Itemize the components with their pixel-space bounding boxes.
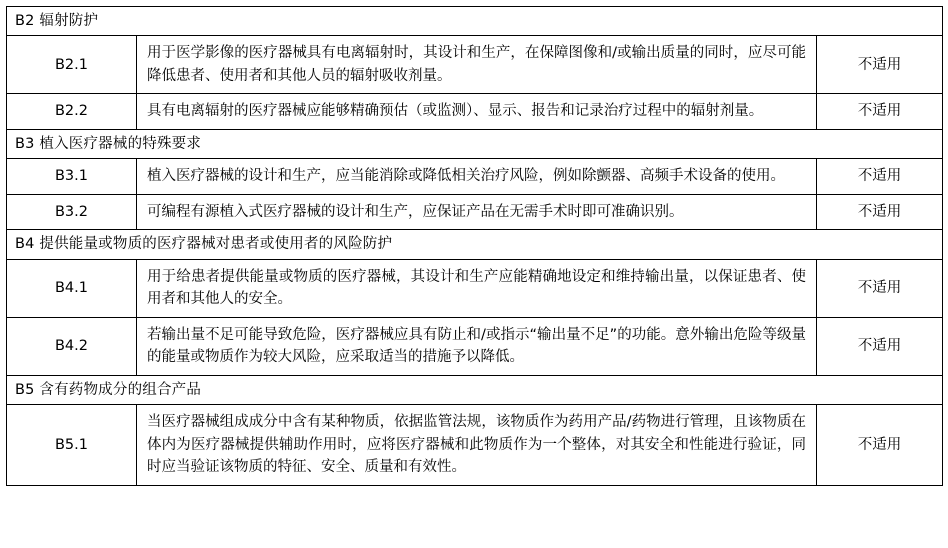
table-row-section bbox=[7, 7, 943, 36]
requirement-text: 可编程有源植入式医疗器械的设计和生产，应保证产品在无需手术时即可准确识别。 bbox=[137, 194, 817, 229]
table-row-section bbox=[7, 129, 943, 158]
section-label: B4 提供能量或物质的医疗器械对患者或使用者的风险防护 bbox=[15, 236, 393, 253]
status-badge: 不适用 bbox=[817, 159, 943, 194]
table-row bbox=[7, 159, 943, 194]
status-badge: 不适用 bbox=[817, 259, 943, 317]
requirement-text: 植入医疗器械的设计和生产，应当能消除或降低相关治疗风险，例如除颤器、高频手术设备的使用。 bbox=[137, 159, 817, 194]
section-label: B2 辐射防护 bbox=[15, 13, 99, 29]
table-row bbox=[7, 317, 943, 375]
table-body bbox=[7, 7, 943, 486]
requirement-id: B3.2 bbox=[7, 194, 137, 229]
table-row-section bbox=[7, 375, 943, 404]
requirement-text: 当医疗器械组成成分中含有某种物质，依据监管法规，该物质作为药用产品/药物进行管理，且该物质在体内为医疗器械提供辅助作用时，应将医疗器械和此物质作为一个整体，对其安全和性能进行验证，同时应当验证该物质的特征、安全、质量和有效性。 bbox=[137, 405, 817, 485]
requirement-text: 用于给患者提供能量或物质的医疗器械，其设计和生产应能精确地设定和维持输出量，以保证患者、使用者和其他人的安全。 bbox=[137, 259, 817, 317]
section-label: B3 植入医疗器械的特殊要求 bbox=[15, 135, 202, 152]
status-badge: 不适用 bbox=[817, 194, 943, 229]
section-header bbox=[7, 129, 943, 158]
requirement-id: B5.1 bbox=[7, 405, 137, 485]
table-row bbox=[7, 259, 943, 317]
status-badge: 不适用 bbox=[817, 36, 943, 94]
table-row bbox=[7, 405, 943, 485]
section-header bbox=[7, 375, 943, 404]
section-label: B5 含有药物成分的组合产品 bbox=[15, 381, 202, 398]
table-row bbox=[7, 194, 943, 229]
requirement-id: B3.1 bbox=[7, 159, 137, 194]
requirement-id: B2.2 bbox=[7, 94, 137, 129]
requirement-id: B4.1 bbox=[7, 259, 137, 317]
table-row bbox=[7, 36, 943, 94]
status-badge: 不适用 bbox=[817, 405, 943, 485]
requirement-text: 用于医学影像的医疗器械具有电离辐射时，其设计和生产，在保障图像和/或输出质量的同时，应尽可能降低患者、使用者和其他人员的辐射吸收剂量。 bbox=[137, 36, 817, 94]
status-badge: 不适用 bbox=[817, 94, 943, 129]
status-badge: 不适用 bbox=[817, 317, 943, 375]
section-header bbox=[7, 7, 943, 36]
section-header bbox=[7, 230, 943, 259]
requirements-table bbox=[6, 6, 943, 486]
table-row bbox=[7, 94, 943, 129]
requirement-id: B4.2 bbox=[7, 317, 137, 375]
requirement-text: 具有电离辐射的医疗器械应能够精确预估（或监测）、显示、报告和记录治疗过程中的辐射剂量。 bbox=[137, 94, 817, 129]
requirement-id: B2.1 bbox=[7, 36, 137, 94]
table-row-section bbox=[7, 230, 943, 259]
requirement-text: 若输出量不足可能导致危险，医疗器械应具有防止和/或指示“输出量不足”的功能。意外输出危险等级量的能量或物质作为较大风险，应采取适当的措施予以降低。 bbox=[137, 317, 817, 375]
